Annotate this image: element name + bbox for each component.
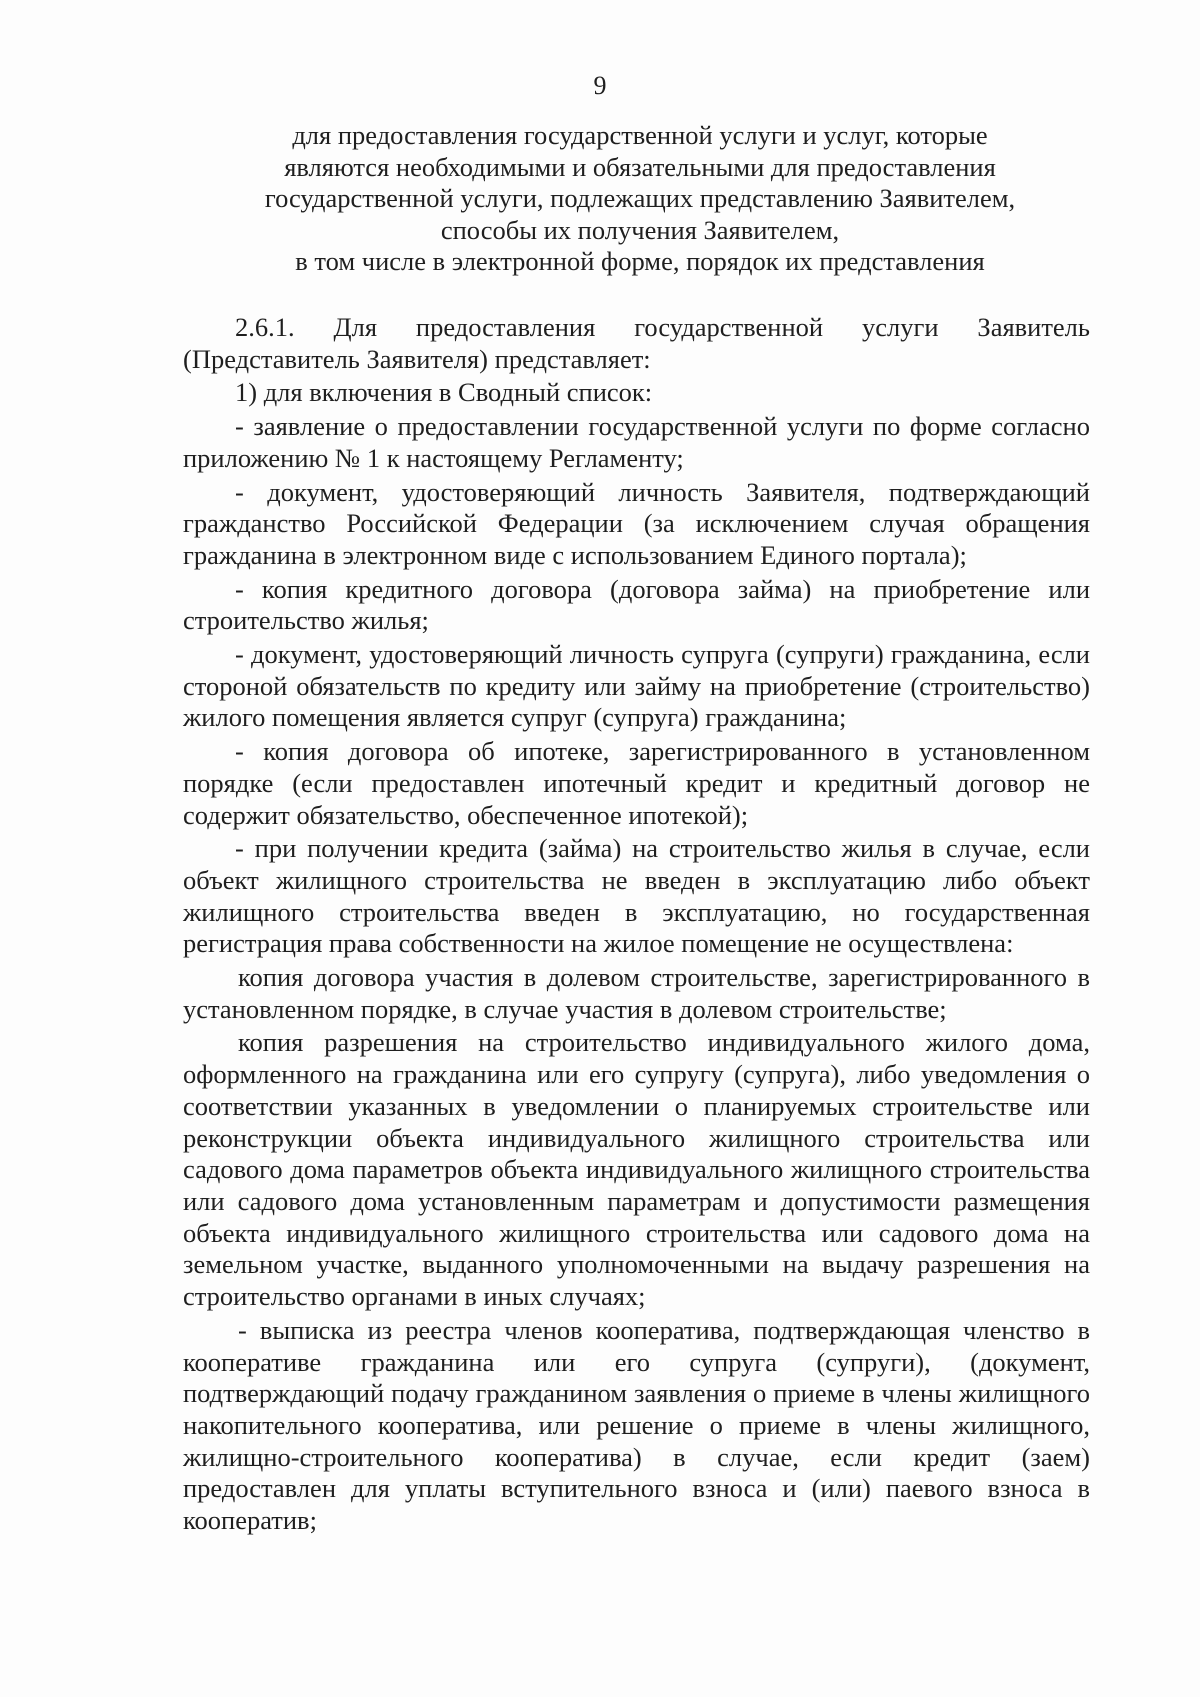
paragraph-item: - копия кредитного договора (договора займа) на приобретение или строительство жилья; [183, 573, 1090, 636]
paragraph-item: - копия договора об ипотеке, зарегистрированного в установленном порядке (если предоставлен ипотечный кредит и кредитный договор не содержит обязательство, обеспеченное ипотекой); [183, 736, 1090, 830]
paragraph-list-intro: 1) для включения в Сводный список: [235, 377, 653, 408]
heading-line: способы их получения Заявителем, [440, 214, 840, 245]
paragraph-2-6-1: 2.6.1. Для предоставления государственной услуги Заявитель (Представитель Заявителя) представляет: [183, 312, 1090, 374]
paragraph-item: - документ, удостоверяющий личность Заявителя, подтверждающий гражданство Российской Федерации (за исключением случая обращения гражданина в электронном виде с использованием Единого портала); [183, 476, 1090, 570]
heading-line: являются необходимыми и обязательными для предоставления [284, 151, 996, 182]
document-body [183, 312, 1090, 1539]
paragraph-subitem: копия разрешения на строительство индивидуального жилого дома, оформленного на гражданина или его супругу (супруга), либо уведомления о соответствии указанных в уведомлении о планируемых строительстве или реконструкции объекта индивидуального жилищного строительства или садового дома параметров объекта индивидуального жилищного строительства или садового дома установленным параметрам и допустимости размещения объекта индивидуального жилищного строительства или садового дома на земельном участке, выданного уполномоченными на выдачу разрешения на строительство органами в иных случаях; [183, 1027, 1090, 1312]
page-number: 9 [593, 71, 607, 100]
paragraph-item: - документ, удостоверяющий личность супруга (супруги) гражданина, если стороной обязательств по кредиту или займу на приобретение (строительство) жилого помещения является супруг (супруга) гражданина; [183, 639, 1090, 733]
heading-line: в том числе в электронной форме, порядок их представления [295, 246, 985, 276]
heading-line: государственной услуги, подлежащих представлению Заявителем, [264, 183, 1016, 213]
section-heading [190, 120, 1090, 278]
paragraph-item: - заявление о предоставлении государственной услуги по форме согласно приложению № 1 к настоящему Регламенту; [183, 411, 1090, 473]
heading-line: для предоставления государственной услуги и услуг, которые [292, 120, 988, 150]
paragraph-item: - при получении кредита (займа) на строительство жилья в случае, если объект жилищного строительства не введен в эксплуатацию либо объект жилищного строительства введен в эксплуатацию, но государственная регистрация права собственности на жилое помещение не осуществлена: [183, 833, 1090, 959]
paragraph-subitem: копия договора участия в долевом строительстве, зарегистрированного в установленном порядке, в случае участия в долевом строительстве; [183, 962, 1090, 1024]
paragraph-item: - выписка из реестра членов кооператива, подтверждающая членство в кооперативе гражданина или его супруга (супруги), (документ, подтверждающий подачу гражданином заявления о приеме в члены жилищного накопительного кооператива, или решение о приеме в члены жилищного, жилищно-строительного кооператива) в случае, если кредит (заем) предоставлен для уплаты вступительного взноса и (или) паевого взноса в кооператив; [183, 1314, 1090, 1536]
